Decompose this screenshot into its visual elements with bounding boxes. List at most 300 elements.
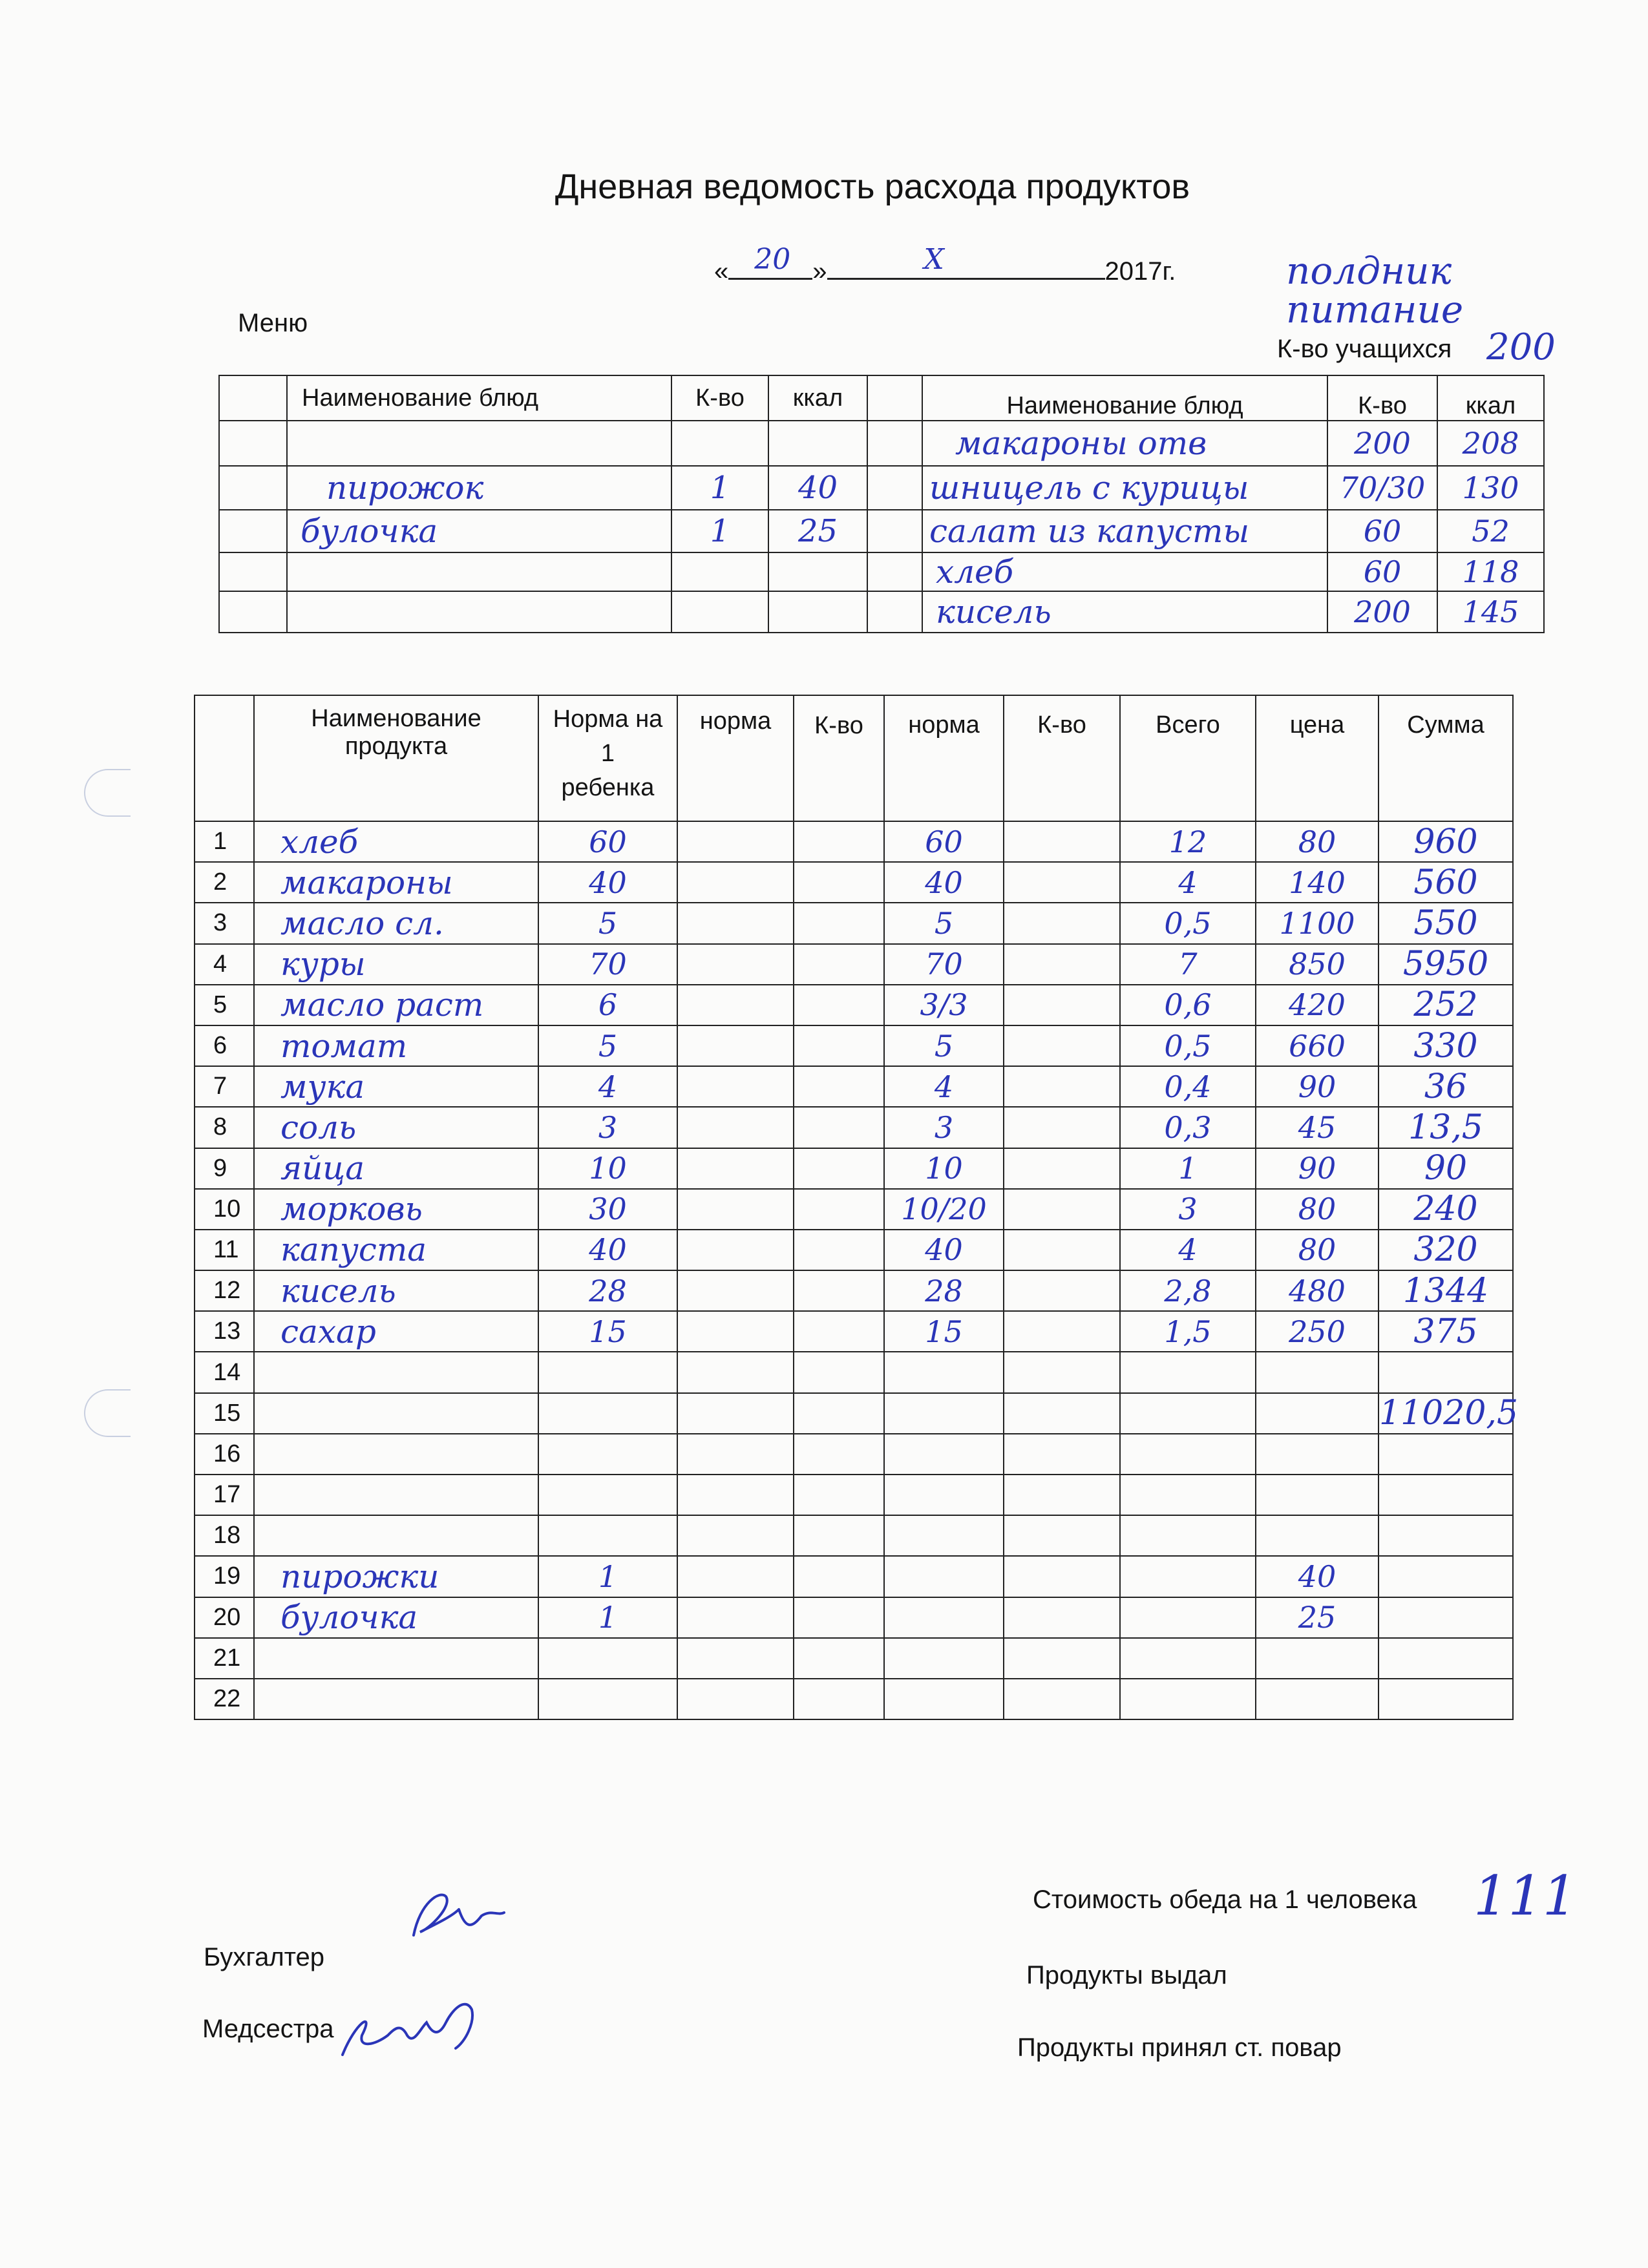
qty-2 [1004,903,1120,943]
price: 80 [1256,1230,1379,1270]
date-close-quote: » [812,257,827,286]
norm-per-child: 40 [538,862,677,903]
sum: 960 [1379,821,1513,862]
menu-right-qty: 200 [1327,591,1437,633]
menu-right-dish: кисель [922,591,1327,633]
total [1120,1434,1256,1475]
product-name [254,1638,538,1679]
norm-2: 4 [884,1066,1004,1107]
norm-2: 10/20 [884,1189,1004,1230]
product-name [254,1515,538,1556]
product-row [195,1556,1513,1597]
menu-right-qty: 60 [1327,510,1437,552]
nurse-signature [336,1984,504,2068]
qty-2 [1004,1393,1120,1434]
product-name [254,1475,538,1515]
norm-2 [884,1679,1004,1719]
total: 0,3 [1120,1107,1256,1148]
products-table-header [195,695,1513,821]
price: 40 [1256,1556,1379,1597]
product-name: кисель [254,1270,538,1311]
total [1120,1679,1256,1719]
product-name: куры [254,944,538,985]
product-row [195,944,1513,985]
norm-1 [677,1189,794,1230]
norm-per-child: 28 [538,1270,677,1311]
sum: 240 [1379,1189,1513,1230]
students-label: К-во учащихся [1277,335,1452,363]
price [1256,1679,1379,1719]
sum: 550 [1379,903,1513,943]
menu-left-kcal [768,552,867,591]
row-number: 10 [195,1189,254,1230]
norm-2 [884,1556,1004,1597]
row-number: 13 [195,1311,254,1352]
qty-1 [794,1189,884,1230]
norm-2: 40 [884,1230,1004,1270]
product-name: капуста [254,1230,538,1270]
menu-left-dish: пирожок [287,466,671,510]
product-row [195,1311,1513,1352]
menu-left-qty [671,591,768,633]
menu-header-right-name: Наименование блюд [922,375,1327,421]
norm-2 [884,1475,1004,1515]
product-row [195,821,1513,862]
products-received-label: Продукты принял ст. повар [1017,2033,1342,2062]
menu-right-kcal: 208 [1437,421,1544,466]
products-issued-label: Продукты выдал [1026,1961,1227,1990]
norm-1 [677,1434,794,1475]
norm-2 [884,1352,1004,1392]
sum [1379,1515,1513,1556]
norm-2: 28 [884,1270,1004,1311]
norm-2 [884,1393,1004,1434]
product-name: масло раст [254,985,538,1025]
total: 0,4 [1120,1066,1256,1107]
product-row [195,1393,1513,1434]
total: 0,5 [1120,1025,1256,1066]
norm-1 [677,1066,794,1107]
qty-2 [1004,1638,1120,1679]
nurse-label: Медсестра [202,2015,334,2043]
menu-right-kcal: 52 [1437,510,1544,552]
menu-left-kcal [768,421,867,466]
date-day: 20 [754,243,791,276]
row-number: 20 [195,1597,254,1638]
sum [1379,1638,1513,1679]
qty-2 [1004,1311,1120,1352]
norm-1 [677,1025,794,1066]
menu-header-right-qty: К-во [1327,375,1437,421]
menu-label: Меню [238,309,308,337]
menu-left-qty [671,552,768,591]
price: 480 [1256,1270,1379,1311]
product-name: томат [254,1025,538,1066]
qty-1 [794,1638,884,1679]
norm-1 [677,1352,794,1392]
qty-2 [1004,1475,1120,1515]
norm-per-child: 40 [538,1230,677,1270]
norm-per-child: 10 [538,1148,677,1189]
norm-1 [677,1270,794,1311]
norm-per-child: 5 [538,903,677,943]
product-name [254,1679,538,1719]
qty-2 [1004,1107,1120,1148]
product-row [195,1270,1513,1311]
header-product-name: Наименование продукта [254,695,538,821]
menu-left-dish: булочка [287,510,671,552]
sum: 320 [1379,1230,1513,1270]
price [1256,1638,1379,1679]
sum: 36 [1379,1066,1513,1107]
price [1256,1352,1379,1392]
meal-note-line2: питание [1286,288,1464,331]
product-row [195,903,1513,943]
norm-1 [677,1597,794,1638]
sum: 5950 [1379,944,1513,985]
qty-1 [794,1025,884,1066]
product-name: сахар [254,1311,538,1352]
norm-2 [884,1597,1004,1638]
total: 7 [1120,944,1256,985]
qty-2 [1004,821,1120,862]
menu-row [219,466,1544,510]
norm-1 [677,821,794,862]
norm-1 [677,1475,794,1515]
qty-1 [794,1270,884,1311]
qty-1 [794,944,884,985]
qty-2 [1004,1066,1120,1107]
total [1120,1597,1256,1638]
menu-left-kcal: 25 [768,510,867,552]
price: 250 [1256,1311,1379,1352]
norm-1 [677,1393,794,1434]
norm-2: 5 [884,1025,1004,1066]
sum [1379,1352,1513,1392]
price [1256,1434,1379,1475]
product-name: пирожки [254,1556,538,1597]
product-row [195,1066,1513,1107]
norm-1 [677,1515,794,1556]
qty-2 [1004,1352,1120,1392]
product-name: яйца [254,1148,538,1189]
qty-2 [1004,1679,1120,1719]
total: 0,6 [1120,985,1256,1025]
total: 1,5 [1120,1311,1256,1352]
qty-2 [1004,1597,1120,1638]
menu-right-qty: 60 [1327,552,1437,591]
row-number: 19 [195,1556,254,1597]
menu-header-left-name: Наименование блюд [287,375,671,421]
menu-left-kcal: 40 [768,466,867,510]
product-name [254,1352,538,1392]
product-name: масло сл. [254,903,538,943]
menu-right-kcal: 145 [1437,591,1544,633]
product-row [195,1679,1513,1719]
cost-per-person-value: 111 [1474,1864,1578,1927]
product-row [195,1148,1513,1189]
header-total: Всего [1120,695,1256,821]
menu-header-right-kcal: ккал [1437,375,1544,421]
qty-1 [794,1597,884,1638]
product-name [254,1393,538,1434]
row-number: 9 [195,1148,254,1189]
row-number: 11 [195,1230,254,1270]
total: 3 [1120,1189,1256,1230]
menu-left-dish [287,591,671,633]
menu-table-header [219,375,1544,421]
qty-1 [794,1556,884,1597]
norm-per-child: 6 [538,985,677,1025]
norm-per-child: 1 [538,1597,677,1638]
qty-1 [794,1066,884,1107]
qty-1 [794,821,884,862]
row-number: 2 [195,862,254,903]
norm-per-child [538,1352,677,1392]
norm-1 [677,1679,794,1719]
sum: 1344 [1379,1270,1513,1311]
meal-note-line1: полдник [1286,249,1452,293]
product-row [195,1475,1513,1515]
qty-2 [1004,1556,1120,1597]
total [1120,1475,1256,1515]
sum: 375 [1379,1311,1513,1352]
qty-1 [794,1230,884,1270]
norm-2 [884,1434,1004,1475]
norm-per-child: 15 [538,1311,677,1352]
header-norm-1: норма [677,695,794,821]
norm-per-child: 60 [538,821,677,862]
sum: 560 [1379,862,1513,903]
product-row [195,1515,1513,1556]
date-month: X [924,243,944,276]
row-number: 14 [195,1352,254,1392]
sum [1379,1679,1513,1719]
header-norm-per-child: Норма на 1 ребенка [538,695,677,821]
norm-2: 3 [884,1107,1004,1148]
qty-1 [794,1148,884,1189]
qty-1 [794,1311,884,1352]
menu-left-kcal [768,591,867,633]
norm-per-child: 4 [538,1066,677,1107]
menu-left-qty: 1 [671,510,768,552]
row-number: 7 [195,1066,254,1107]
product-row [195,1597,1513,1638]
norm-1 [677,985,794,1025]
row-number: 16 [195,1434,254,1475]
qty-2 [1004,985,1120,1025]
row-number: 3 [195,903,254,943]
qty-2 [1004,1230,1120,1270]
norm-1 [677,1107,794,1148]
price: 80 [1256,821,1379,862]
norm-1 [677,944,794,985]
accountant-label: Бухгалтер [204,1943,325,1971]
punch-hole-mark [84,769,131,817]
sum [1379,1434,1513,1475]
page-title: Дневная ведомость расхода продуктов [555,167,1190,206]
qty-1 [794,1393,884,1434]
qty-2 [1004,1270,1120,1311]
norm-2: 60 [884,821,1004,862]
product-name: морковь [254,1189,538,1230]
norm-per-child: 5 [538,1025,677,1066]
menu-right-dish: хлеб [922,552,1327,591]
price: 90 [1256,1148,1379,1189]
price: 420 [1256,985,1379,1025]
qty-1 [794,1352,884,1392]
price: 25 [1256,1597,1379,1638]
qty-2 [1004,1148,1120,1189]
row-number: 17 [195,1475,254,1515]
price: 140 [1256,862,1379,903]
sum [1379,1556,1513,1597]
norm-2 [884,1638,1004,1679]
norm-per-child [538,1638,677,1679]
menu-right-dish: салат из капусты [922,510,1327,552]
menu-right-dish: шницель с курицы [922,466,1327,510]
students-count: 200 [1486,326,1556,368]
punch-hole-mark [84,1389,131,1437]
norm-1 [677,1148,794,1189]
product-row [195,862,1513,903]
price [1256,1515,1379,1556]
price: 45 [1256,1107,1379,1148]
product-row [195,1230,1513,1270]
sum: 11020,5 [1379,1394,1519,1433]
product-row [195,1352,1513,1392]
qty-2 [1004,1434,1120,1475]
norm-2: 15 [884,1311,1004,1352]
menu-header-left-qty: К-во [671,375,768,421]
norm-per-child: 3 [538,1107,677,1148]
qty-1 [794,985,884,1025]
total: 1 [1120,1148,1256,1189]
row-number: 12 [195,1270,254,1311]
qty-1 [794,862,884,903]
qty-2 [1004,1189,1120,1230]
total [1120,1393,1256,1434]
qty-2 [1004,944,1120,985]
header-price: цена [1256,695,1379,821]
norm-per-child: 70 [538,944,677,985]
norm-per-child [538,1475,677,1515]
norm-per-child [538,1434,677,1475]
norm-1 [677,862,794,903]
norm-2: 5 [884,903,1004,943]
row-number: 22 [195,1679,254,1719]
qty-1 [794,1475,884,1515]
norm-2: 70 [884,944,1004,985]
accountant-signature [394,1877,523,1955]
date-month-field [827,243,1105,280]
product-row [195,1107,1513,1148]
sum [1379,1475,1513,1515]
menu-right-qty: 200 [1327,421,1437,466]
date-open-quote: « [714,257,729,286]
header-qty-2: К-во [1004,695,1120,821]
row-number: 5 [195,985,254,1025]
product-row [195,1434,1513,1475]
row-number: 6 [195,1025,254,1066]
products-table [194,695,1519,1720]
date-line [714,243,1176,291]
row-number: 18 [195,1515,254,1556]
cost-per-person-label: Стоимость обеда на 1 человека [1033,1885,1417,1914]
sum: 90 [1379,1148,1513,1189]
row-number: 21 [195,1638,254,1679]
date-day-field [728,243,812,280]
menu-row [219,552,1544,591]
row-number: 15 [195,1393,254,1434]
sum [1379,1597,1513,1638]
price [1256,1393,1379,1434]
qty-1 [794,1679,884,1719]
price: 660 [1256,1025,1379,1066]
header-qty-1: К-во [794,695,884,821]
product-name: булочка [254,1597,538,1638]
menu-row [219,421,1544,466]
product-row [195,1025,1513,1066]
product-name: хлеб [254,821,538,862]
total: 4 [1120,862,1256,903]
total [1120,1515,1256,1556]
sum: 330 [1379,1025,1513,1066]
total [1120,1638,1256,1679]
norm-2: 40 [884,862,1004,903]
norm-per-child [538,1515,677,1556]
norm-per-child [538,1679,677,1719]
norm-2: 10 [884,1148,1004,1189]
qty-1 [794,1434,884,1475]
menu-left-qty [671,421,768,466]
menu-header-left-kcal: ккал [768,375,867,421]
total: 4 [1120,1230,1256,1270]
date-year: 2017г. [1104,257,1176,286]
menu-right-kcal: 130 [1437,466,1544,510]
qty-2 [1004,1515,1120,1556]
product-name: макароны [254,862,538,903]
product-row [195,985,1513,1025]
total [1120,1352,1256,1392]
header-sum: Сумма [1379,695,1513,821]
product-name [254,1434,538,1475]
sum: 252 [1379,985,1513,1025]
price [1256,1475,1379,1515]
menu-left-qty: 1 [671,466,768,510]
product-name: соль [254,1107,538,1148]
qty-1 [794,1515,884,1556]
norm-1 [677,1230,794,1270]
total: 2,8 [1120,1270,1256,1311]
product-row [195,1638,1513,1679]
price: 80 [1256,1189,1379,1230]
menu-left-dish [287,421,671,466]
row-number: 1 [195,821,254,862]
price: 90 [1256,1066,1379,1107]
qty-1 [794,1107,884,1148]
norm-1 [677,1638,794,1679]
price: 1100 [1256,903,1379,943]
total [1120,1556,1256,1597]
menu-row [219,510,1544,552]
norm-1 [677,1311,794,1352]
row-number: 4 [195,944,254,985]
norm-2: 3/3 [884,985,1004,1025]
norm-per-child: 1 [538,1556,677,1597]
total: 0,5 [1120,903,1256,943]
product-name: мука [254,1066,538,1107]
